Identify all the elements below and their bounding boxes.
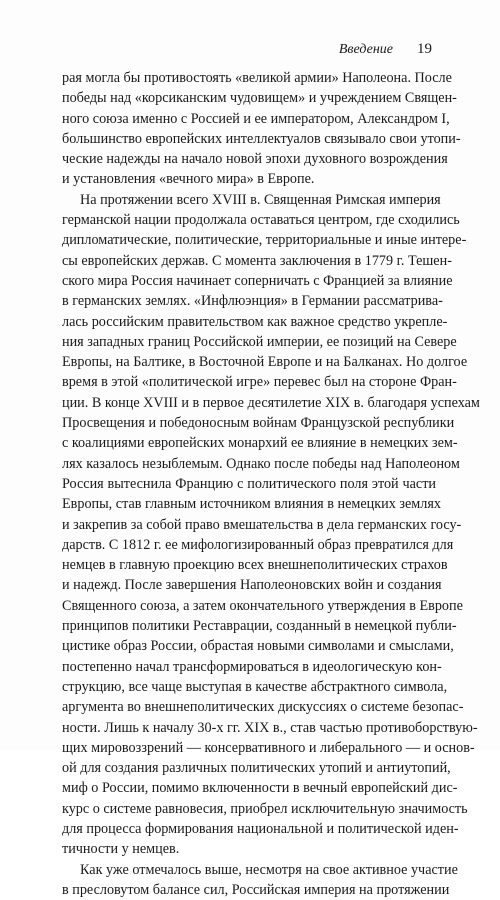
text-line: цистике образ России, обрастая новыми символами и смыслами, — [62, 638, 454, 655]
text-line: лась российским правительством как важное средство укрепле- — [62, 313, 448, 330]
text-line: сы европейских держав. С момента заключения в 1779 г. Тешен- — [62, 252, 452, 269]
text-line: для процесса формирования национальной и политической иден- — [62, 820, 459, 837]
text-line: Просвещения и победоносным войнам Французской республики — [62, 415, 455, 432]
text-line: ного союза именно с Россией и ее императором, Александром I, — [62, 110, 450, 127]
text-line: ческие надежды на начало новой эпохи духовного возрождения — [62, 151, 448, 168]
text-line: принципов политики Реставрации, созданный в немецкой публи- — [62, 618, 457, 635]
text-line: и установления «вечного мира» в Европе. — [62, 171, 315, 188]
text-line: аргумента во внешнеполитических дискуссиях о системе безопас- — [62, 699, 464, 716]
text-line: время в этой «политической игре» перевес был на стороне Фран- — [62, 374, 457, 391]
text-line: в германских землях. «Инфлюэнция» в Германии рассматрива- — [62, 293, 443, 310]
text-line: рая могла бы противостоять «великой армии» Наполеона. После — [62, 70, 452, 86]
paragraph — [62, 860, 458, 900]
text-line: Священного союза, а затем окончательного утверждения в Европе — [62, 597, 463, 614]
text-line: ой для создания различных политических утопий и антиутопий, — [62, 760, 451, 777]
running-head — [339, 41, 432, 58]
text-line: Как уже отмечалось выше, несмотря на свое активное участие — [80, 861, 458, 878]
text-line: Россия вытеснила Францию с политического поля этой части — [62, 475, 436, 492]
text-line: щих мировоззрений — консервативного и либерального — и основ- — [62, 739, 475, 756]
text-line: ния западных границ Российской империи, ее позиций на Севере — [62, 333, 457, 350]
body-text — [62, 68, 480, 900]
text-line: с коалициями европейских монархий ее влияние в немецких зем- — [62, 435, 458, 452]
page-number: 19 — [417, 41, 432, 57]
paragraph — [62, 68, 461, 190]
text-line: дипломатические, политические, территориальные и иные интере- — [62, 232, 467, 249]
text-line: Европы, на Балтике, в Восточной Европе и на Балканах. Но долгое — [62, 354, 468, 371]
text-line: немцев в главную проекцию всех внешнеполитических страхов — [62, 557, 448, 574]
text-line: большинство европейских интеллектуалов связывало свои утопи- — [62, 130, 461, 147]
text-line: победы над «корсиканским чудовищем» и учреждением Священ- — [62, 90, 457, 107]
text-line: ского мира Россия начинает соперничать с Францией за влияние — [62, 272, 453, 289]
text-line: лях казалось незыблемым. Однако после победы над Наполеоном — [62, 455, 460, 472]
text-line: курс о системе равновесия, приобрел исключительную значимость — [62, 800, 468, 817]
text-line: струкцию, все чаще выступая в качестве абстрактного символа, — [62, 678, 448, 695]
section-title: Введение — [338, 42, 393, 57]
text-line: постепенно начал трансформироваться в идеологическую кон- — [62, 658, 442, 675]
text-line: Европы, став главным источником влияния в немецких землях — [62, 496, 441, 513]
text-line: миф о России, помимо включенности в вечный европейский дис- — [62, 780, 458, 797]
text-line: тичности у немцев. — [62, 841, 180, 858]
text-line: ции. В конце XVIII и в первое десятилетие XIX в. благодаря успехам — [62, 394, 480, 411]
text-line: и надежд. После завершения Наполеоновских войн и создания — [62, 577, 442, 594]
text-line: германской нации продолжала оставаться центром, где сходились — [62, 212, 460, 229]
text-line: ности. Лишь к началу 30-х гг. XIX в., став частью противоборствую- — [62, 719, 478, 736]
text-line: и закрепив за собой право вмешательства в дела германских госу- — [62, 516, 462, 533]
text-line: На протяжении всего XVIII в. Священная Римская империя — [80, 191, 441, 208]
paragraph — [62, 190, 480, 860]
text-line: в пресловутом балансе сил, Российская империя на протяжении — [62, 881, 450, 898]
text-line: дарств. С 1812 г. ее мифологизированный образ превратился для — [62, 536, 454, 553]
